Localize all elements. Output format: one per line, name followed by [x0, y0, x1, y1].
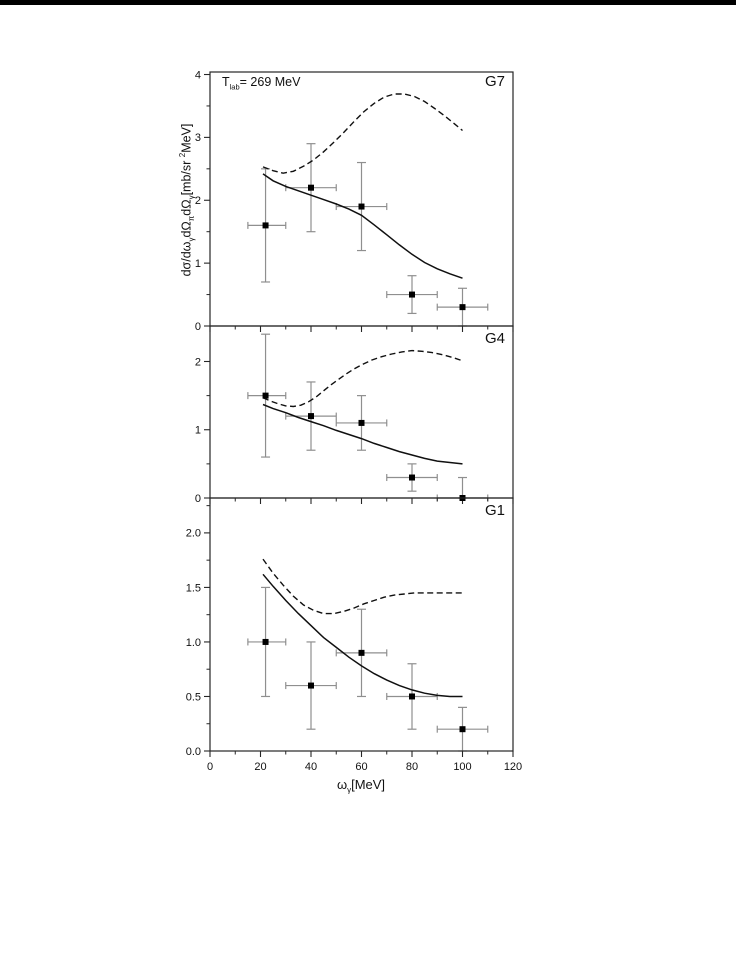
panel-g4 [195, 326, 513, 505]
ylabel-superscript: 2 [178, 152, 188, 158]
x-tick-label: 20 [254, 761, 267, 773]
panel-g7 [195, 69, 513, 332]
ylabel-sub-gamma2: γ [186, 195, 196, 200]
data-point-marker [359, 420, 365, 426]
xlabel-sub-gamma: γ [347, 785, 352, 795]
xlabel-omega: ω [336, 777, 348, 792]
dashed-curve [263, 351, 463, 407]
x-axis-label [337, 777, 385, 795]
x-tick-label: 0 [206, 761, 214, 773]
data-point-marker [359, 650, 365, 656]
data-point-marker [308, 683, 314, 689]
x-tick-label: 120 [503, 761, 523, 773]
data-point-marker [263, 222, 269, 228]
data-point-marker [263, 639, 269, 645]
ylabel-part: dΩ [179, 221, 194, 238]
y-tick-label: 4 [194, 69, 201, 82]
ylabel-sub-pi: π [186, 215, 196, 222]
ylabel-part: [mb/sr [179, 157, 194, 196]
y-tick-label: 0.5 [185, 691, 201, 704]
dashed-curve [263, 94, 463, 173]
y-axis-label [178, 124, 196, 277]
y-tick-label: 0 [194, 320, 201, 333]
y-tick-label: 3 [194, 132, 201, 145]
solid-curve [263, 174, 463, 278]
data-point-marker [308, 413, 314, 419]
tlab-subscript: lab [229, 82, 240, 92]
ylabel-sub-gamma: γ [186, 237, 196, 242]
panel-label-g4: G4 [484, 330, 505, 347]
y-tick-label: 0 [194, 492, 201, 505]
tlab-annotation [222, 75, 300, 92]
y-tick-label: 1 [194, 424, 201, 437]
data-point-marker [409, 475, 415, 481]
data-point-marker [460, 304, 466, 310]
data-point-marker [460, 726, 466, 732]
x-tick-label: 100 [453, 761, 472, 773]
x-tick-label: 80 [405, 761, 419, 773]
x-tick-label: 60 [355, 761, 368, 773]
y-tick-label: 1.0 [185, 636, 201, 649]
y-tick-label: 2.0 [185, 527, 201, 540]
tlab-value: = 269 MeV [239, 75, 301, 89]
ylabel-part: MeV] [179, 123, 194, 153]
data-point-marker [409, 693, 415, 699]
solid-curve [263, 405, 463, 464]
panel-label-g1: G1 [484, 502, 505, 519]
panel-label-g7: G7 [484, 73, 505, 90]
y-tick-label: 2 [194, 356, 201, 369]
y-tick-label: 2 [194, 195, 201, 208]
y-tick-label: 1 [194, 257, 201, 270]
y-tick-label: 1.5 [185, 582, 201, 595]
data-point-marker [409, 292, 415, 298]
xlabel-unit: [MeV] [351, 777, 386, 792]
data-point-marker [263, 393, 269, 399]
panel-g1 [186, 498, 522, 773]
data-point-marker [308, 185, 314, 191]
dashed-curve [263, 559, 463, 614]
data-point-marker [359, 204, 365, 210]
tlab-symbol: T [222, 75, 230, 89]
y-tick-label: 0.0 [185, 745, 201, 758]
ylabel-part: dΩ [179, 199, 194, 216]
x-tick-label: 40 [304, 761, 318, 773]
ylabel-part: dσ/dω [179, 241, 194, 277]
